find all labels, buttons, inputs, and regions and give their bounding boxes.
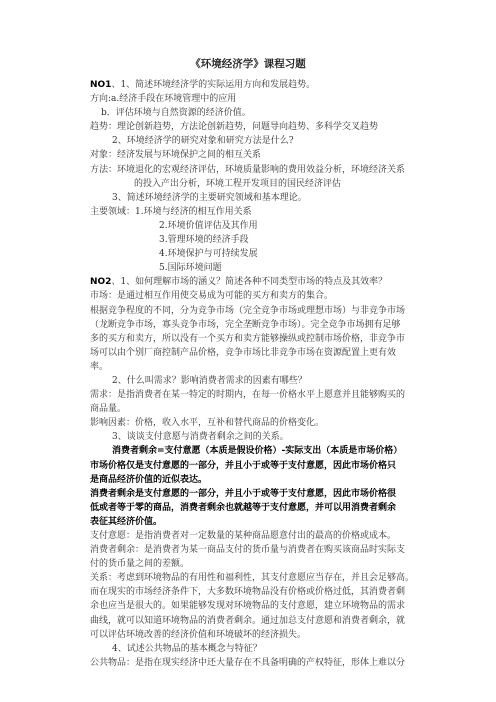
- text-line: 付的货币量之间的差额。: [90, 559, 190, 570]
- list-item: 3.管理环境的经济手段: [159, 235, 249, 246]
- text-line: 方法：环境退化的宏观经济评估，环境质量影响的费用效益分析，环境经济关系: [90, 164, 406, 175]
- text-line: 商品量。: [90, 404, 127, 415]
- question-line-no2: NO2、1、如何理解市场的涵义？简述各种不同类型市场的特点及其效率？: [90, 277, 388, 288]
- text-line: 曲线，就可以知道环境物品的消费者剩余。通过加总支付意愿和消费者剩余，就: [90, 615, 406, 626]
- section-number: NO1: [90, 80, 112, 90]
- text-line: 场可以由个别厂商控制产品价格，竞争市场比非竞争市场在资源配置上更有效: [90, 347, 397, 358]
- text-line: 而在现实的市场经济条件下，大多数环境物品没有价格或价格过低，其消费者剩: [90, 587, 406, 598]
- question-line-no1: NO1、1、简述环境经济学的实际运用方向和发展趋势。: [90, 80, 316, 90]
- text-line: 的投入产出分析，环境工程开发项目的国民经济评估: [134, 178, 342, 189]
- list-item: 5.国际环境问题: [159, 263, 222, 274]
- text-line: 根据竞争程度的不同，分为竞争市场（完全竞争市场或理想市场）与非竞争市场: [90, 305, 406, 316]
- list-item: 4.环境保护与可持续发展: [159, 249, 258, 260]
- text-line: 对象：经济发展与环境保护之间的相互关系: [90, 150, 262, 161]
- text-line: 支付意愿：是指消费者对一定数量的某种商品愿意付出的最高的价格或成本。: [90, 531, 397, 541]
- text-line: 主要领域：1.环境与经济的相互作用关系: [90, 206, 252, 217]
- question-line: 4、试述公共物品的基本概念与特征？: [112, 643, 262, 654]
- text-line: 市场：是通过相互作用使交易成为可能的买方和卖方的集合。: [90, 291, 334, 302]
- text-line: 关系：考虑到环境物品的有用性和福利性，其支付意愿应当存在，并且会足够高。: [90, 573, 415, 584]
- bold-text-line: 市场价格仅是支付意愿的一部分，并且小于或等于支付意愿，因此市场价格只: [90, 460, 397, 471]
- text-line: 方向:a.经济手段在环境管理中的应用: [90, 94, 237, 105]
- bold-formula-line: 消费者剩余=支付意愿（本质是假设价格）-实际支出（本质是市场价格）: [112, 446, 403, 457]
- text-line: b．评估环境与自然资源的经济价值。: [101, 108, 251, 119]
- list-item: 2.环境价值评估及其作用: [159, 220, 258, 231]
- document-body: [90, 78, 415, 670]
- text-line: 趋势：理论创新趋势，方法论创新趋势，问题导向趋势、多科学交叉趋势: [90, 122, 379, 133]
- text-line: （龙断竞争市场，寡头竞争市场，完全垄断竞争市场）。完全竞争市场拥有足够: [90, 319, 401, 330]
- text-line: 影响因素：价格，收入水平，互补和替代商品的价格变化。: [90, 418, 325, 429]
- bold-text-line: 低或者等于零的商品，消费者剩余也就越等于支付意愿，并可以用消费者剩余: [90, 502, 397, 513]
- question-line: 2、什么叫需求？影响消费者需求的因素有哪些？: [112, 375, 307, 386]
- text-line: 率。: [90, 361, 109, 372]
- text-line: 公共物品：是指在现实经济中还大量存在不具备明确的产权特征，形体上难以分: [90, 657, 406, 668]
- question-line: 3、简述环境经济学的主要研究领域和基本理论。: [112, 192, 307, 203]
- text-line: 余也应当是很大的。如果能够发现对环境物品的支付意愿，建立环境物品的需求: [90, 601, 406, 612]
- question-line: 3、谈谈支付意愿与消费者剩余之间的关系。: [112, 432, 289, 443]
- bold-text-line: 是商品经济价值的近似表达。: [90, 474, 208, 485]
- text-line: 多的买方和卖方，所以没有一个买方和卖方能够操纵或控制市场价格，非竞争市: [90, 333, 406, 344]
- document-title: 《环境经济学》课程习题: [190, 58, 306, 70]
- text-line: 需求：是指消费者在某一特定的时期内，在每一价格水平上愿意并且能够购买的: [90, 390, 406, 401]
- text-line: 消费者剩余：是消费者为某一商品支付的货币量与消费者在购买该商品时实际支: [90, 545, 406, 556]
- text-line: 可以评估环境改善的经济价值和环境破坏的经济损失。: [90, 629, 307, 640]
- section-number: NO2: [90, 277, 112, 288]
- bold-text-line: 表征其经济价值。: [90, 516, 163, 527]
- bold-text-line: 消费者剩余是支付意愿的一部分，并且小于或等于支付意愿，因此市场价格很: [90, 488, 397, 499]
- question-line: 2、环境经济学的研究对象和研究方法是什么?: [112, 136, 294, 147]
